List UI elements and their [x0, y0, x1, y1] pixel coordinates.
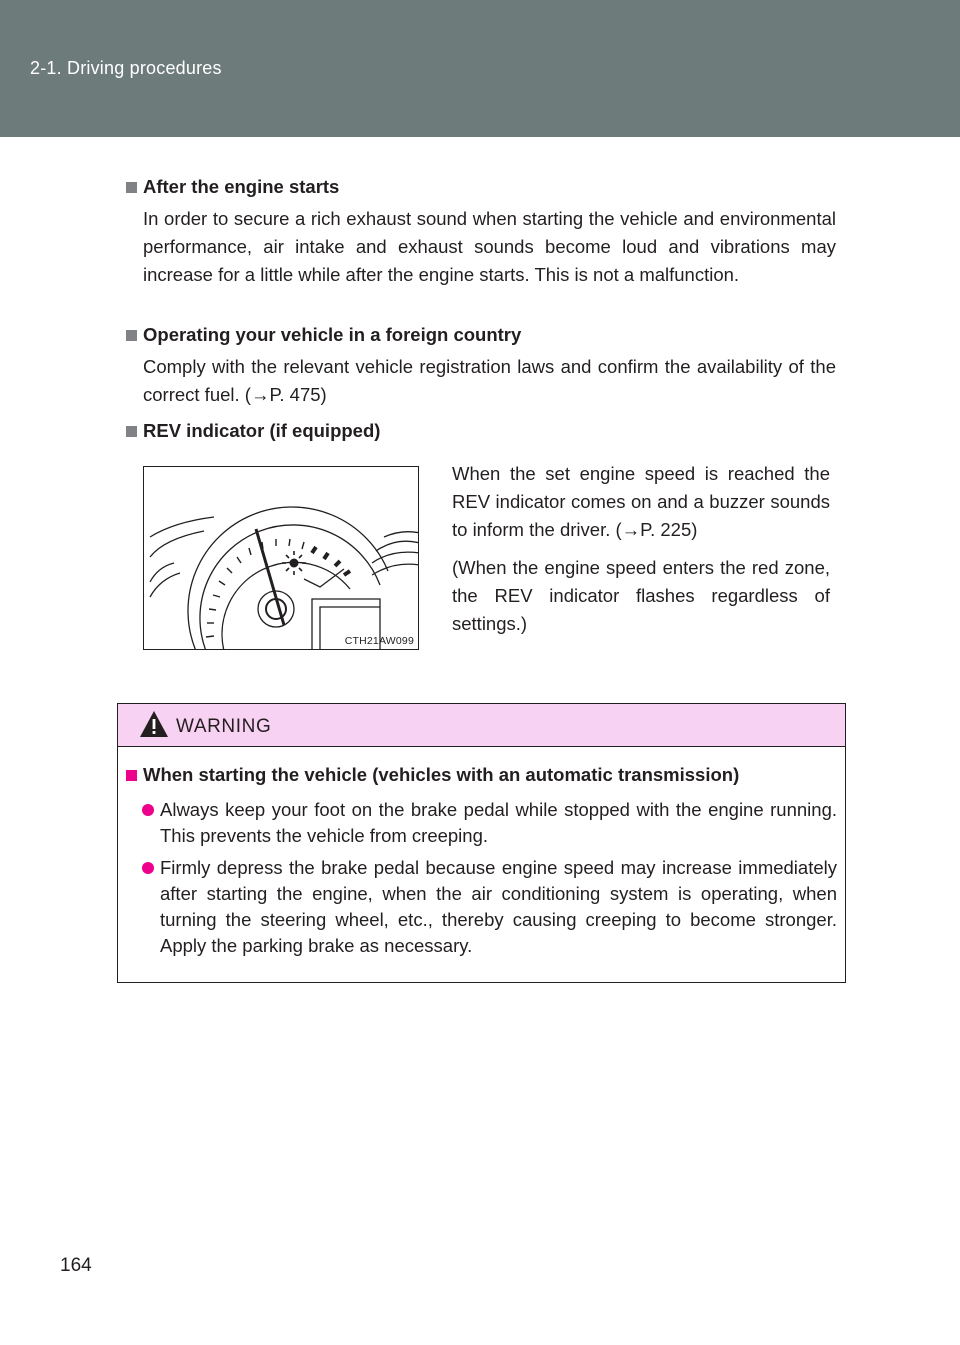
- heading-text: REV indicator (if equipped): [143, 420, 381, 441]
- warning-triangle-icon: [139, 710, 169, 738]
- heading-text: After the engine starts: [143, 176, 340, 197]
- heading-after-engine-starts: [126, 176, 339, 198]
- warning-subtitle: [126, 764, 739, 786]
- paragraph-foreign-country: [143, 353, 836, 409]
- warning-header: [118, 704, 845, 747]
- circle-bullet-icon: [142, 804, 154, 816]
- warning-bullet-text: Firmly depress the brake pedal because engine speed may increase immediately after starting the engine, when the air conditioning system is operating, when turning the steering wheel, etc., thereby causing creeping to become stronger. Apply the parking brake as necessary.: [160, 857, 837, 956]
- square-bullet-icon: [126, 770, 137, 781]
- section-breadcrumb: 2-1. Driving procedures: [30, 58, 222, 78]
- page-header: [0, 0, 960, 137]
- square-bullet-icon: [126, 330, 137, 341]
- square-bullet-icon: [126, 426, 137, 437]
- tachometer-illustration-icon: [144, 467, 419, 650]
- warning-subtitle-text: When starting the vehicle (vehicles with an automatic transmission): [143, 764, 740, 785]
- paragraph-text: In order to secure a rich exhaust sound when starting the vehicle and environmental performance, air intake and exhaust sounds become loud and vibrations may increase for a little while after the engine starts. This is not a malfunction.: [143, 208, 836, 285]
- warning-bullet-text: Always keep your foot on the brake pedal while stopped with the engine running. This prevents the vehicle from creeping.: [160, 799, 837, 846]
- heading-text: Operating your vehicle in a foreign country: [143, 324, 522, 345]
- paragraph-text: Comply with the relevant vehicle registration laws and confirm the availability of the correct fuel. (→P. 475): [143, 356, 836, 405]
- rev-indicator-text-2: (When the engine speed enters the red zone, the REV indicator flashes regardless of settings.): [452, 557, 830, 634]
- rev-indicator-description: [452, 460, 830, 638]
- rev-indicator-text-1: When the set engine speed is reached the REV indicator comes on and a buzzer sounds to inform the driver. (→P. 225): [452, 463, 830, 540]
- paragraph-after-engine-starts: [143, 205, 836, 289]
- heading-rev-indicator: [126, 420, 380, 442]
- page-number: 164: [60, 1255, 92, 1276]
- tachometer-figure: [143, 466, 419, 650]
- warning-box: [117, 703, 846, 983]
- figure-code: CTH21AW099: [344, 635, 414, 647]
- warning-bullet: [160, 797, 837, 849]
- circle-bullet-icon: [142, 862, 154, 874]
- warning-label: WARNING: [176, 716, 272, 737]
- square-bullet-icon: [126, 182, 137, 193]
- warning-bullet: [160, 855, 837, 959]
- heading-foreign-country: [126, 324, 521, 346]
